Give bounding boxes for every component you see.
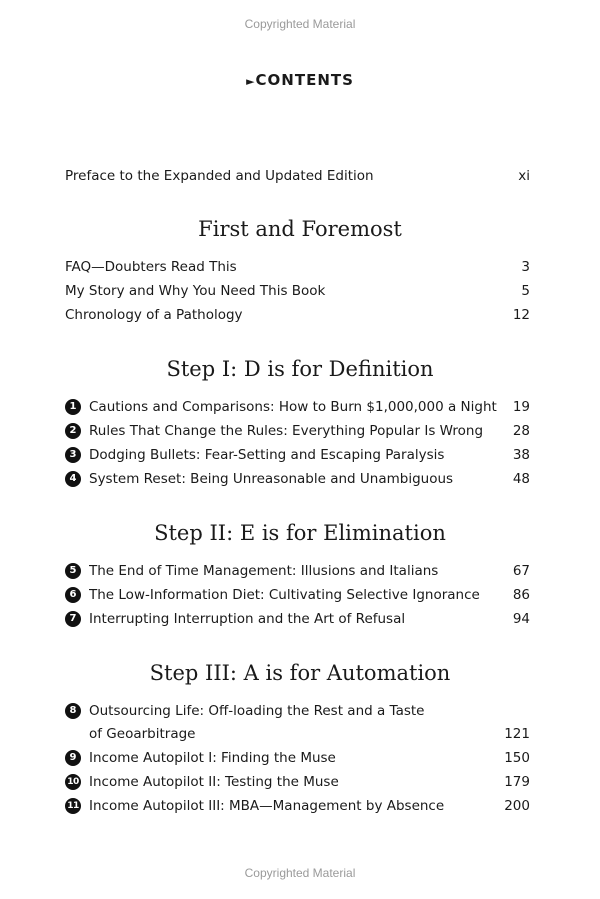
chapter-number-badge: 2 (65, 423, 81, 439)
chapter-number-badge: 7 (65, 611, 81, 627)
toc-entry-title: Preface to the Expanded and Updated Edition (65, 168, 374, 184)
toc-entry-page: 38 (512, 447, 530, 463)
toc-entry-chapter-6[interactable] (65, 584, 530, 606)
toc-entry-title: The End of Time Management: Illusions and Italians (89, 563, 439, 579)
toc-entry-preface[interactable] (65, 165, 530, 187)
contents-heading (0, 71, 600, 89)
chapter-number-badge: 10 (65, 774, 81, 790)
section-title-step-iii: Step III: A is for Automation (149, 661, 451, 685)
chapter-number-badge: 6 (65, 587, 81, 603)
watermark-bottom: Copyrighted Material (244, 866, 356, 880)
toc-entry-title: Income Autopilot II: Testing the Muse (89, 774, 339, 790)
toc-entry-title: Outsourcing Life: Off-loading the Rest and a Taste (89, 703, 425, 719)
toc-entry-page: 200 (504, 798, 530, 814)
toc-entry-title: Dodging Bullets: Fear-Setting and Escaping Paralysis (89, 447, 445, 463)
toc-entry-page: 5 (521, 283, 530, 299)
toc-entry-chapter-3[interactable] (65, 444, 530, 466)
triangle-arrow-icon: ► (246, 75, 255, 88)
toc-entry-page: 67 (512, 563, 530, 579)
watermark-top: Copyrighted Material (244, 17, 356, 31)
toc-entry-chapter-5[interactable] (65, 560, 530, 582)
toc-entry-chapter-7[interactable] (65, 608, 530, 630)
toc-entry-page: 28 (512, 423, 530, 439)
toc-entry-page: 150 (504, 750, 530, 766)
toc-entry-page: 19 (512, 399, 530, 415)
chapter-number-badge: 1 (65, 399, 81, 415)
toc-entry-title: My Story and Why You Need This Book (65, 283, 326, 299)
toc-entry-page: xi (518, 168, 530, 184)
chapter-number-badge: 5 (65, 563, 81, 579)
toc-entry-page: 94 (512, 611, 530, 627)
toc-entry-chapter-8-continued[interactable] (65, 723, 530, 745)
chapter-number-badge: 11 (65, 798, 81, 814)
toc-entry-page: 179 (504, 774, 530, 790)
toc-entry-chronology[interactable] (65, 304, 530, 326)
toc-entry-title: Chronology of a Pathology (65, 307, 243, 323)
toc-entry-title: Cautions and Comparisons: How to Burn $1,000,000 a Night (89, 399, 497, 415)
contents-label: CONTENTS (255, 71, 354, 89)
toc-entry-faq[interactable] (65, 256, 530, 278)
toc-entry-chapter-1[interactable] (65, 396, 530, 418)
section-title-step-ii: Step II: E is for Elimination (154, 521, 446, 545)
toc-entry-chapter-11[interactable] (65, 795, 530, 817)
chapter-number-badge: 8 (65, 703, 81, 719)
toc-entry-chapter-9[interactable] (65, 747, 530, 769)
chapter-number-badge: 9 (65, 750, 81, 766)
toc-entry-chapter-8[interactable] (65, 700, 530, 722)
toc-entry-page: 86 (512, 587, 530, 603)
section-title-first-and-foremost: First and Foremost (198, 217, 402, 241)
toc-entry-title: FAQ—Doubters Read This (65, 259, 237, 275)
toc-entry-chapter-10[interactable] (65, 771, 530, 793)
chapter-number-badge: 4 (65, 471, 81, 487)
toc-entry-title-continued: of Geoarbitrage (89, 726, 196, 742)
toc-entry-page: 12 (512, 307, 530, 323)
toc-entry-page: 48 (512, 471, 530, 487)
toc-entry-chapter-4[interactable] (65, 468, 530, 490)
toc-entry-chapter-2[interactable] (65, 420, 530, 442)
toc-entry-title: The Low-Information Diet: Cultivating Selective Ignorance (89, 587, 480, 603)
toc-entry-title: System Reset: Being Unreasonable and Unambiguous (89, 471, 454, 487)
section-title-step-i: Step I: D is for Definition (166, 357, 434, 381)
toc-entry-title: Interrupting Interruption and the Art of Refusal (89, 611, 406, 627)
toc-entry-page: 121 (504, 726, 530, 742)
toc-entry-page: 3 (521, 259, 530, 275)
toc-entry-my-story[interactable] (65, 280, 530, 302)
toc-entry-title: Income Autopilot III: MBA—Management by Absence (89, 798, 445, 814)
chapter-number-badge: 3 (65, 447, 81, 463)
toc-entry-title: Income Autopilot I: Finding the Muse (89, 750, 336, 766)
toc-entry-title: Rules That Change the Rules: Everything Popular Is Wrong (89, 423, 484, 439)
